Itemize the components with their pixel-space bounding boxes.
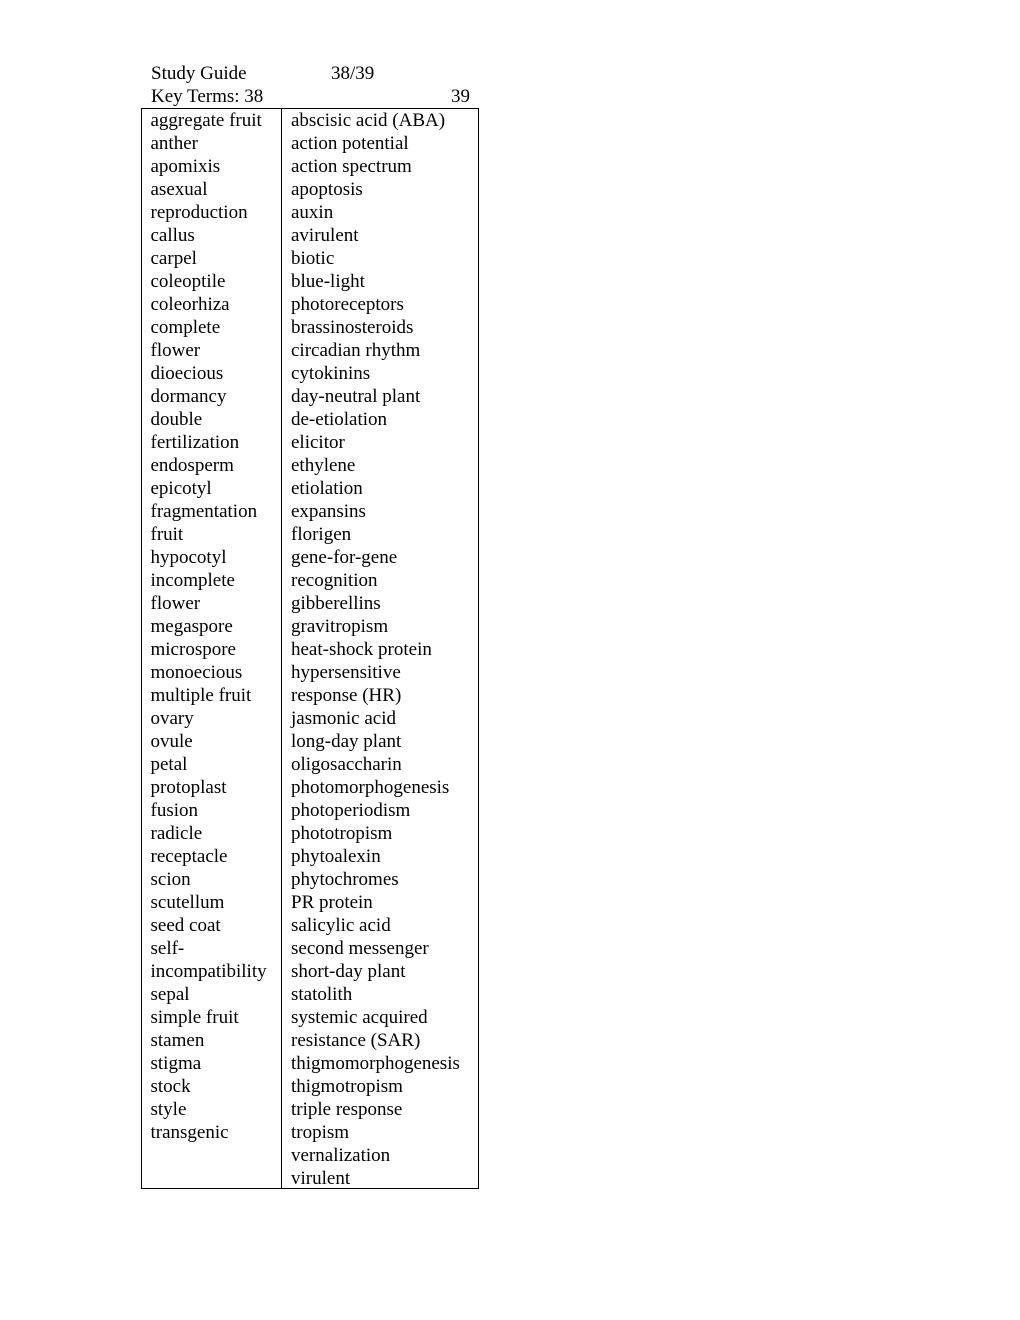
key-terms-label: Key Terms: 38 <box>151 86 264 107</box>
term-chapter-39: salicylic acid <box>291 915 391 936</box>
term-chapter-38: megaspore <box>150 616 233 637</box>
term-chapter-38: stamen <box>150 1030 205 1051</box>
term-chapter-38: microspore <box>150 639 236 660</box>
term-chapter-38: incomplete <box>150 570 235 591</box>
term-chapter-38: fusion <box>150 800 198 821</box>
header-row-title <box>151 62 481 85</box>
term-chapter-39: virulent <box>291 1168 351 1189</box>
term-chapter-39: resistance (SAR) <box>291 1030 421 1051</box>
term-chapter-39: second messenger <box>291 938 429 959</box>
term-chapter-38: radicle <box>150 823 203 844</box>
term-chapter-38: epicotyl <box>150 478 212 499</box>
term-chapter-39: de-etiolation <box>291 409 388 430</box>
term-chapter-38: sepal <box>150 984 190 1005</box>
term-chapter-39: apoptosis <box>291 179 363 200</box>
term-chapter-38: petal <box>150 754 188 775</box>
term-chapter-39: cytokinins <box>291 363 371 384</box>
term-chapter-39: triple response <box>291 1099 403 1120</box>
term-chapter-38: reproduction <box>150 202 248 223</box>
term-chapter-38: endosperm <box>150 455 234 476</box>
term-chapter-38: self- <box>150 938 185 959</box>
term-chapter-38: incompatibility <box>150 961 267 982</box>
term-chapter-39: photoperiodism <box>291 800 411 821</box>
term-chapter-39: gravitropism <box>291 616 389 637</box>
term-chapter-39: heat-shock protein <box>291 639 432 660</box>
term-chapter-39: expansins <box>291 501 366 522</box>
term-chapter-39: thigmomorphogenesis <box>291 1053 460 1074</box>
term-chapter-39: action potential <box>291 133 409 154</box>
term-chapter-39: oligosaccharin <box>291 754 402 775</box>
header-row-key-terms <box>151 85 481 108</box>
term-chapter-38: complete <box>150 317 221 338</box>
term-chapter-38: dormancy <box>150 386 227 407</box>
term-chapter-38: aggregate fruit <box>150 110 262 131</box>
term-chapter-38: receptacle <box>150 846 228 867</box>
term-chapter-39: avirulent <box>291 225 359 246</box>
term-chapter-39: statolith <box>291 984 353 1005</box>
term-chapter-39: recognition <box>291 570 378 591</box>
term-chapter-38: ovary <box>150 708 194 729</box>
term-chapter-38: monoecious <box>150 662 243 683</box>
term-chapter-38: scion <box>150 869 191 890</box>
term-chapter-39: ethylene <box>291 455 356 476</box>
term-chapter-38: multiple fruit <box>150 685 252 706</box>
term-chapter-39: elicitor <box>291 432 345 453</box>
term-chapter-39: biotic <box>291 248 335 269</box>
term-chapter-38: double <box>150 409 203 430</box>
chapter-39-label: 39 <box>451 86 470 107</box>
chapter-39-terms-column <box>282 109 478 1188</box>
term-chapter-38: style <box>150 1099 187 1120</box>
term-chapter-39: photoreceptors <box>291 294 404 315</box>
term-chapter-38: protoplast <box>150 777 227 798</box>
term-chapter-38: coleoptile <box>150 271 226 292</box>
term-chapter-39: long-day plant <box>291 731 402 752</box>
term-chapter-39: response (HR) <box>291 685 402 706</box>
term-chapter-39: day-neutral plant <box>291 386 421 407</box>
term-chapter-38: fertilization <box>150 432 240 453</box>
chapter-38-terms-column <box>142 109 282 1188</box>
term-chapter-39: thigmotropism <box>291 1076 403 1097</box>
page-header <box>151 62 481 108</box>
term-chapter-38: flower <box>150 593 201 614</box>
term-chapter-38: hypocotyl <box>150 547 227 568</box>
term-chapter-39: gene-for-gene <box>291 547 398 568</box>
term-chapter-38: stock <box>150 1076 191 1097</box>
term-chapter-38: ovule <box>150 731 193 752</box>
term-chapter-39: tropism <box>291 1122 350 1143</box>
term-chapter-39: etiolation <box>291 478 363 499</box>
term-chapter-38: simple fruit <box>150 1007 239 1028</box>
term-chapter-38: transgenic <box>150 1122 229 1143</box>
term-chapter-38: fruit <box>150 524 184 545</box>
term-chapter-39: photomorphogenesis <box>291 777 450 798</box>
document-title: Study Guide <box>151 63 247 84</box>
term-chapter-38: coleorhiza <box>150 294 230 315</box>
term-chapter-39: florigen <box>291 524 352 545</box>
chapter-range: 38/39 <box>331 63 375 84</box>
term-chapter-38: apomixis <box>150 156 221 177</box>
term-chapter-39: auxin <box>291 202 334 223</box>
term-chapter-39: vernalization <box>291 1145 391 1166</box>
term-chapter-39: abscisic acid (ABA) <box>291 110 446 131</box>
term-chapter-39: jasmonic acid <box>291 708 396 729</box>
term-chapter-38: anther <box>150 133 198 154</box>
term-chapter-39: PR protein <box>291 892 373 913</box>
term-chapter-38: dioecious <box>150 363 224 384</box>
term-chapter-38: asexual <box>150 179 208 200</box>
term-chapter-39: hypersensitive <box>291 662 401 683</box>
term-chapter-39: action spectrum <box>291 156 412 177</box>
term-chapter-39: blue-light <box>291 271 365 292</box>
key-terms-table <box>141 108 479 1189</box>
term-chapter-39: phytoalexin <box>291 846 381 867</box>
term-chapter-38: stigma <box>150 1053 202 1074</box>
term-chapter-38: scutellum <box>150 892 225 913</box>
term-chapter-38: seed coat <box>150 915 221 936</box>
term-chapter-39: gibberellins <box>291 593 381 614</box>
term-chapter-39: circadian rhythm <box>291 340 421 361</box>
term-chapter-38: flower <box>150 340 201 361</box>
term-chapter-39: phytochromes <box>291 869 399 890</box>
term-chapter-39: brassinosteroids <box>291 317 414 338</box>
term-chapter-38: callus <box>150 225 195 246</box>
term-chapter-38: fragmentation <box>150 501 258 522</box>
term-chapter-39: short-day plant <box>291 961 406 982</box>
term-chapter-38: carpel <box>150 248 197 269</box>
term-chapter-39: systemic acquired <box>291 1007 428 1028</box>
term-chapter-39: phototropism <box>291 823 393 844</box>
